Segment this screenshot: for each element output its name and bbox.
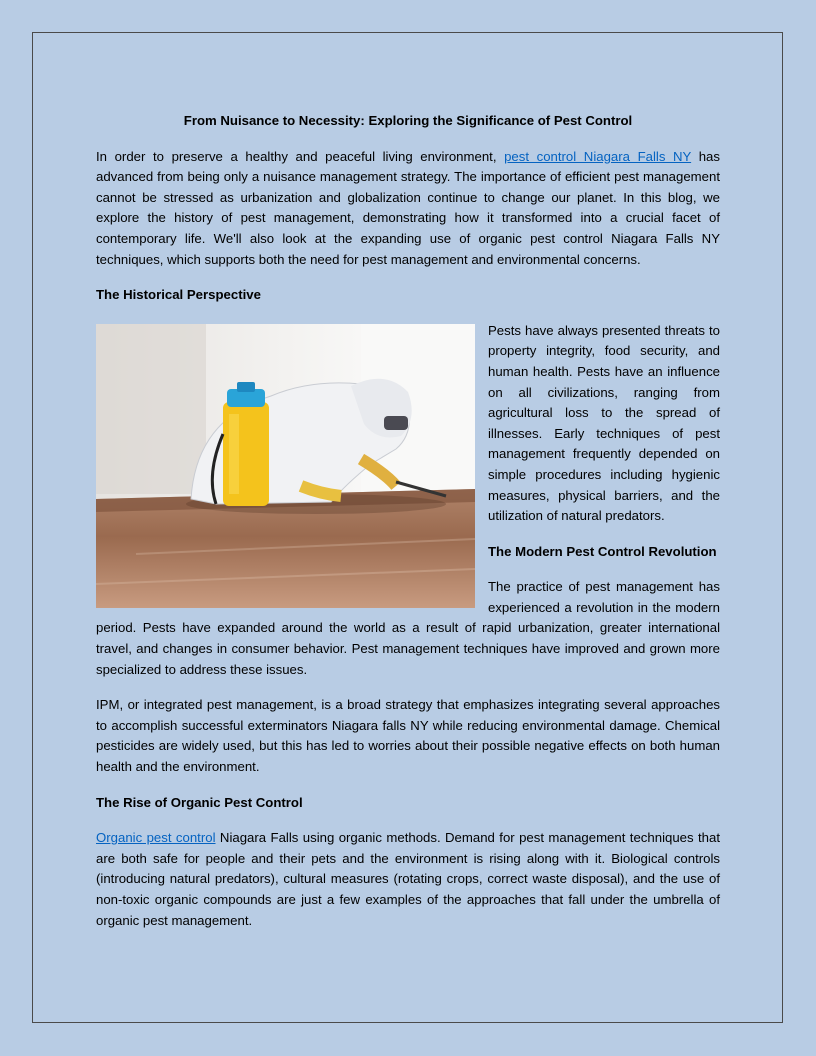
pest-control-niagara-link[interactable]: pest control Niagara Falls NY bbox=[504, 148, 692, 164]
document-title: From Nuisance to Necessity: Exploring the Significance of Pest Control bbox=[183, 113, 633, 128]
pest-control-worker-photo bbox=[96, 324, 475, 608]
historical-paragraph: Pests have always presented threats to property integrity, food security, and human health. Pests have an influence on all civilizations, ranging from agricultural loss to the spread of illnesses. Early techniques of pest management frequently depended on simple procedures including hygienic measures, physical barriers, and the utilization of natural predators. bbox=[488, 322, 720, 524]
intro-text-after: has advanced from being only a nuisance management strategy. The importance of efficient pest management cannot be stressed as urbanization and globalization continue to change our planet. In this blog, we explore the history of pest management, demonstrating how it transformed into a crucial facet of contemporary life. We'll also look at the expanding use of organic pest control Niagara Falls NY techniques, which supports both the need for pest management and environmental concerns. bbox=[96, 148, 720, 267]
section-heading-modern: The Modern Pest Control Revolution bbox=[488, 543, 717, 559]
organic-pest-control-link[interactable]: Organic pest control bbox=[96, 830, 216, 846]
organic-text-after: Niagara Falls using organic methods. Demand for pest management techniques that are both safe for people and their pets and the environment is rising along with it. Biological controls (introducing natural predators), cultural measures (rotating crops, correct waste disposal), and the use of non-toxic organic compounds are just a few examples of the approaches that fall under the umbrella of organic pest management. bbox=[96, 830, 720, 928]
section-heading-historical: The Historical Perspective bbox=[96, 287, 261, 303]
document-body bbox=[96, 111, 720, 946]
section-heading-organic: The Rise of Organic Pest Control bbox=[96, 794, 303, 810]
organic-paragraph bbox=[96, 828, 720, 931]
intro-text-before: In order to preserve a healthy and peaceful living environment, bbox=[96, 148, 505, 164]
modern-paragraph-2: IPM, or integrated pest management, is a broad strategy that emphasizes integrating several approaches to accomplish successful exterminators Niagara falls NY while reducing environmental damage. Chemical pesticides are widely used, but this has led to worries about their possible negative effects on both human health and the environment. bbox=[96, 697, 720, 775]
modern-paragraph-1: The practice of pest management has experienced a revolution in the modern period. Pests have expanded around the world as a result of rapid urbanization, greater international travel, and changes in consumer behavior. Pest management techniques have improved and grown more specialized to address these issues. bbox=[96, 579, 720, 677]
intro-paragraph bbox=[96, 147, 720, 271]
